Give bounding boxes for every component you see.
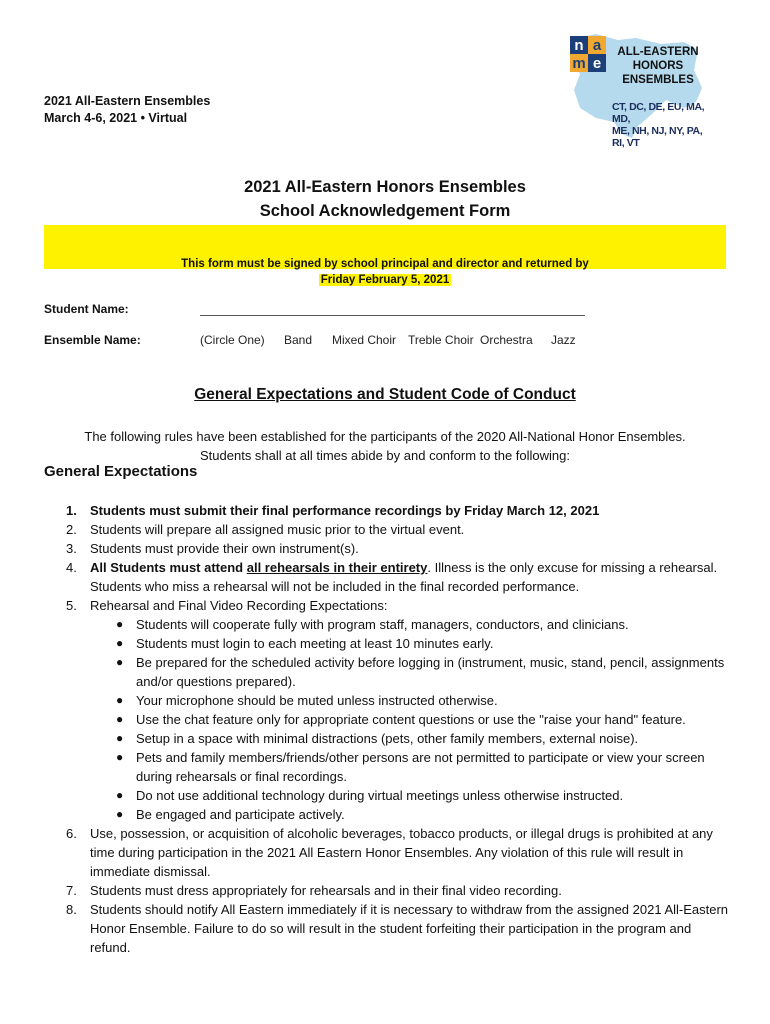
banner-deadline: Friday February 5, 2021 [320, 274, 450, 286]
ensemble-option-orchestra[interactable]: Orchestra [480, 333, 533, 347]
rule-5-bullet: ● Students must login to each meeting at least 10 minutes early. [116, 636, 494, 651]
event-name: 2021 All-Eastern Ensembles [44, 94, 211, 108]
event-date: March 4-6, 2021 • Virtual [44, 111, 188, 125]
ensemble-option-mixed-choir[interactable]: Mixed Choir [332, 333, 397, 347]
bullet-dot-icon: ● [116, 750, 124, 764]
general-expectations-heading: General Expectations [44, 463, 198, 480]
bullet-dot-icon: ● [116, 731, 124, 745]
ensemble-name-label: Ensemble Name: [44, 333, 141, 347]
banner-line1: This form must be signed by school principal and director and returned by [181, 258, 589, 270]
form-title-line1: 2021 All-Eastern Honors Ensembles [244, 178, 526, 196]
rule-4: 4. All Students must attend all rehearsals in their entirety. Illness is the only excuse for missing a rehearsal. Students who miss a rehearsal will not be included in the final recorded performance. [66, 560, 718, 594]
intro-text: The following rules have been established for the participants of the 2020 All-National Honor Ensembles. Students shall at all times abide by and conform to the following: [84, 429, 686, 463]
student-name-field[interactable] [200, 315, 585, 316]
logo-letter-m: m [572, 55, 586, 72]
rule-5-bullet: ● Setup in a space with minimal distractions (pets, other family members, external noise). [116, 731, 639, 746]
ensemble-option-jazz[interactable]: Jazz [551, 333, 576, 347]
logo-letter-e: e [592, 55, 602, 72]
bullet-dot-icon: ● [116, 617, 124, 631]
rule-5-bullet: ● Pets and family members/friends/other persons are not permitted to participate or view your screen during rehearsals or final recordings. [116, 750, 705, 784]
bullet-dot-icon: ● [116, 693, 124, 707]
bullet-dot-icon: ● [116, 807, 124, 821]
rules-list [44, 501, 734, 957]
rule-3: 3. Students must provide their own instrument(s). [66, 541, 359, 556]
bullet-dot-icon: ● [116, 788, 124, 802]
logo-letter-a: a [592, 37, 602, 54]
rule-7: 7. Students must dress appropriately for rehearsals and in their final video recording. [66, 883, 562, 898]
bullet-dot-icon: ● [116, 712, 124, 726]
logo-states: CT, DC, DE, EU, MA, MD, ME, NH, NJ, NY, PA, RI, VT [612, 101, 705, 149]
rule-2: 2. Students will prepare all assigned music prior to the virtual event. [66, 522, 465, 537]
rule-5-bullet: ● Your microphone should be muted unless instructed otherwise. [116, 693, 498, 708]
event-header [44, 93, 210, 127]
rule-5-bullet: ● Students will cooperate fully with program staff, managers, conductors, and clinicians. [116, 617, 629, 632]
code-of-conduct-heading: General Expectations and Student Code of Conduct [194, 386, 576, 403]
ensemble-option-band[interactable]: Band [284, 333, 313, 347]
rule-5: 5. Rehearsal and Final Video Recording Expectations: ● Students will cooperate fully with program staff, managers, conductors, and clinicians. ● Students must login to each meeting at least 10 minutes early. ● Be prepared for the scheduled activity before logging in (instrument, music, stand, pencil, assignments and/or questions prepared). ● Your microphone should be muted unless instructed otherwise. ● Use the chat feature only for appropriate content questions or use the "raise your hand" feature. ● Setup in a space with minimal distractions (pets, other family members, external noise). ● Pets and family members/friends/other persons are not permitted to participate or view your screen during rehearsals or final recordings. ● Do not use additional technology during virtual meetings unless otherwise instructed. ● Be engaged and participate actively. [44, 596, 734, 824]
ensemble-option-treble-choir[interactable]: Treble Choir [408, 333, 474, 347]
rule-6: 6. Use, possession, or acquisition of alcoholic beverages, tobacco products, or illegal drugs is prohibited at any time during participation in the 2021 All Eastern Honor Ensembles. Any violation of this rule will result in immediate dismissal. [66, 826, 713, 879]
student-name-label: Student Name: [44, 302, 129, 316]
bullet-dot-icon: ● [116, 655, 124, 669]
logo-title: ALL-EASTERN HONORS ENSEMBLES [617, 46, 699, 86]
rule-5-bullet: ● Be prepared for the scheduled activity before logging in (instrument, music, stand, pencil, assignments and/or questions prepared). [116, 655, 725, 689]
ensemble-circle-one: (Circle One) [200, 333, 265, 347]
form-title-line2: School Acknowledgement Form [259, 202, 511, 220]
rule-1: 1. Students must submit their final performance recordings by Friday March 12, 2021 [66, 503, 600, 518]
rule-5-bullets [90, 615, 734, 824]
rule-5-bullet: ● Do not use additional technology during virtual meetings unless otherwise instructed. [116, 788, 624, 803]
rule-8: 8. Students should notify All Eastern immediately if it is necessary to withdraw from the assigned 2021 All-Eastern Honor Ensemble. Failure to do so will result in the student forfeiting their participation in the program and refund. [66, 902, 729, 955]
rule-5-bullet: ● Be engaged and participate actively. [116, 807, 345, 822]
rule-5-bullet: ● Use the chat feature only for appropriate content questions or use the "raise your hand" feature. [116, 712, 686, 727]
logo-letter-n: n [574, 37, 584, 54]
bullet-dot-icon: ● [116, 636, 124, 650]
